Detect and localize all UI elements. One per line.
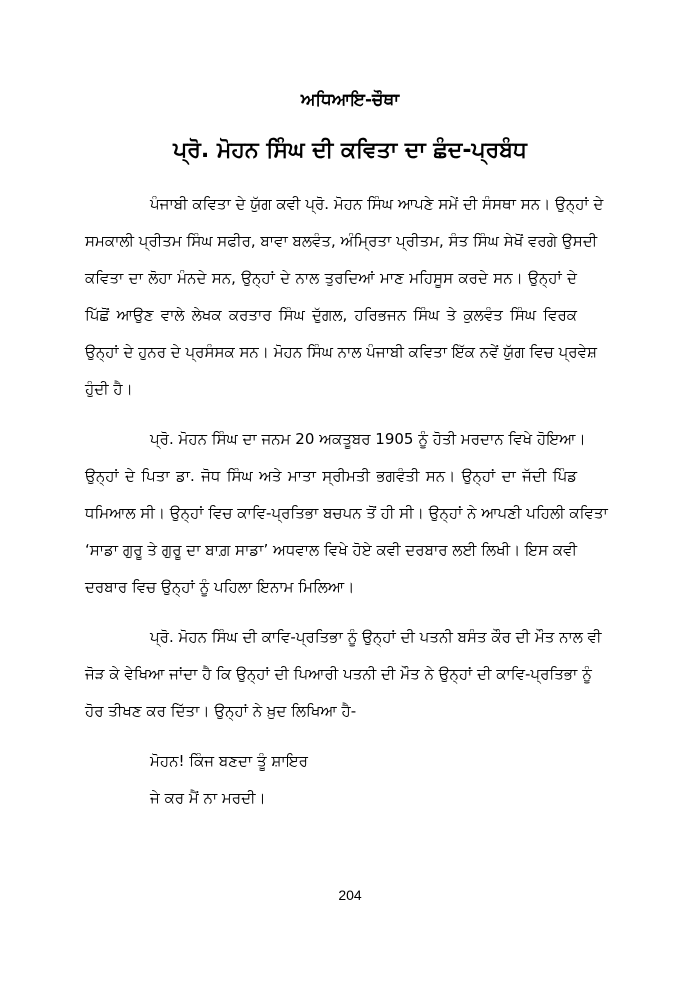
text-line: ਪ੍ਰੋ. ਮੋਹਨ ਸਿੰਘ ਦੀ ਕਾਵਿ-ਪ੍ਰਤਿਭਾ ਨੂੰ ਉਨ੍ਹਾਂ ਦੀ ਪਤਨੀ ਬਸੰਤ ਕੌਰ ਦੀ ਮੌਤ ਨਾਲ ਵੀ xyxy=(150,628,602,646)
text-line: ‘ਸਾਡਾ ਗੁਰੂ ਤੇ ਗੁਰੂ ਦਾ ਬਾਗ਼ ਸਾਡਾ’ ਅਧਵਾਲ ਵਿਖੇ ਹੋਏ ਕਵੀ ਦਰਬਾਰ ਲਈ ਲਿਖੀ। ਇਸ ਕਵੀ xyxy=(85,541,577,559)
text-line: ਕਵਿਤਾ ਦਾ ਲੋਹਾ ਮੰਨਦੇ ਸਨ, ਉਨ੍ਹਾਂ ਦੇ ਨਾਲ ਤੁਰਦਿਆਂ ਮਾਣ ਮਹਿਸੂਸ ਕਰਦੇ ਸਨ। ਉਨ੍ਹਾਂ ਦੇ xyxy=(85,269,577,287)
text-line: ਸਮਕਾਲੀ ਪ੍ਰੀਤਮ ਸਿੰਘ ਸਫੀਰ, ਬਾਵਾ ਬਲਵੰਤ, ਅੰਮ੍ਰਿਤਾ ਪ੍ਰੀਤਮ, ਸੰਤ ਸਿੰਘ ਸੇਖੋਂ ਵਰਗੇ ਉਸਦੀ xyxy=(85,232,598,250)
text-line: ਪੰਜਾਬੀ ਕਵਿਤਾ ਦੇ ਯੁੱਗ ਕਵੀ ਪ੍ਰੋ. ਮੋਹਨ ਸਿੰਘ ਆਪਣੇ ਸਮੇਂ ਦੀ ਸੰਸਥਾ ਸਨ। ਉਨ੍ਹਾਂ ਦੇ xyxy=(150,195,604,213)
verse-quote xyxy=(85,743,577,817)
text-line: ਜੋੜ ਕੇ ਵੇਖਿਆ ਜਾਂਦਾ ਹੈ ਕਿ ਉਨ੍ਹਾਂ ਦੀ ਪਿਆਰੀ ਪਤਨੀ ਦੀ ਮੌਤ ਨੇ ਉਨ੍ਹਾਂ ਦੀ ਕਾਵਿ-ਪ੍ਰਤਿਭਾ ਨੂੰ xyxy=(85,665,592,683)
text-line: ਹੋਰ ਤੀਖਣ ਕਰ ਦਿੱਤਾ। ਉਨ੍ਹਾਂ ਨੇ ਖ਼ੁਦ ਲਿਖਿਆ ਹੈ- xyxy=(85,702,357,720)
paragraph-3 xyxy=(85,619,602,730)
paragraph-spacer xyxy=(85,606,577,619)
paragraph-2 xyxy=(85,421,608,606)
page-number: 204 xyxy=(338,887,362,903)
text-line: ਉਨ੍ਹਾਂ ਦੇ ਪਿਤਾ ਡਾ. ਜੋਧ ਸਿੰਘ ਅਤੇ ਮਾਤਾ ਸ੍ਰੀਮਤੀ ਭਗਵੰਤੀ ਸਨ। ਉਨ੍ਹਾਂ ਦਾ ਜੱਦੀ ਪਿੰਡ xyxy=(85,467,577,485)
text-line: ਹੁੰਦੀ ਹੈ। xyxy=(85,380,133,398)
text-line: ਦਰਬਾਰ ਵਿਚ ਉਨ੍ਹਾਂ ਨੂੰ ਪਹਿਲਾ ਇਨਾਮ ਮਿਲਿਆ। xyxy=(85,578,355,596)
text-line: ਪ੍ਰੋ. ਮੋਹਨ ਸਿੰਘ ਦਾ ਜਨਮ 20 ਅਕਤੂਬਰ 1905 ਨੂੰ ਹੋਤੀ ਮਰਦਾਨ ਵਿਖੇ ਹੋਇਆ। xyxy=(150,430,586,448)
text-line: ਪਿੱਛੋਂ ਆਉਣ ਵਾਲੇ ਲੇਖਕ ਕਰਤਾਰ ਸਿੰਘ ਦੁੱਗਲ, ਹਰਿਭਜਨ ਸਿੰਘ ਤੇ ਕੁਲਵੰਤ ਸਿੰਘ ਵਿਰਕ xyxy=(85,306,577,324)
body-text xyxy=(85,186,608,817)
paragraph-spacer xyxy=(85,408,577,421)
paragraph-spacer xyxy=(85,730,577,743)
verse-line: ਜੇ ਕਰ ਮੈਂ ਨਾ ਮਰਦੀ। xyxy=(150,789,266,807)
chapter-title: ਪ੍ਰੋ. ਮੋਹਨ ਸਿੰਘ ਦੀ ਕਵਿਤਾ ਦਾ ਛੰਦ-ਪ੍ਰਬੰਧ xyxy=(173,138,527,163)
verse-line: ਮੋਹਨ! ਕਿੰਜ ਬਣਦਾ ਤੂੰ ਸ਼ਾਇਰ xyxy=(150,752,308,770)
chapter-label: ਅਧਿਆਇ-ਚੌਥਾ xyxy=(300,90,400,110)
paragraph-1 xyxy=(85,186,604,408)
text-line: ਧਮਿਆਲ ਸੀ। ਉਨ੍ਹਾਂ ਵਿਚ ਕਾਵਿ-ਪ੍ਰਤਿਭਾ ਬਚਪਨ ਤੋਂ ਹੀ ਸੀ। ਉਨ੍ਹਾਂ ਨੇ ਆਪਣੀ ਪਹਿਲੀ ਕਵਿਤਾ xyxy=(85,504,608,522)
text-line: ਉਨ੍ਹਾਂ ਦੇ ਹੁਨਰ ਦੇ ਪ੍ਰਸੰਸਕ ਸਨ। ਮੋਹਨ ਸਿੰਘ ਨਾਲ ਪੰਜਾਬੀ ਕਵਿਤਾ ਇੱਕ ਨਵੇਂ ਯੁੱਗ ਵਿਚ ਪ੍ਰਵੇਸ਼ xyxy=(85,343,597,361)
